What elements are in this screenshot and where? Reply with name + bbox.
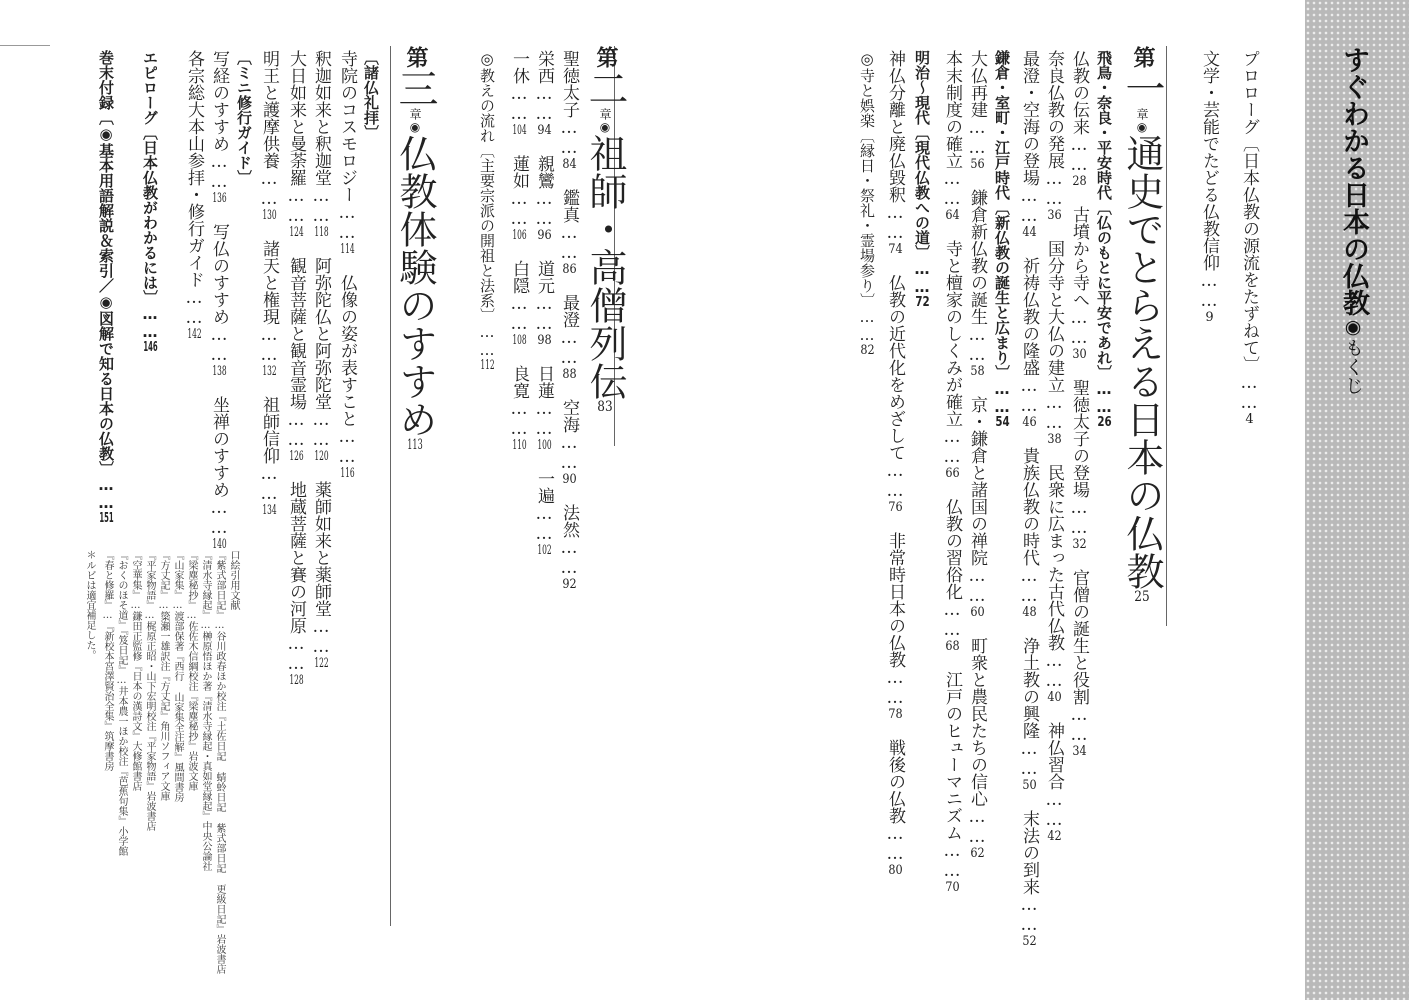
entry-text: 良寛……	[509, 365, 529, 439]
page-number: 58	[970, 365, 985, 378]
book-title	[1340, 46, 1367, 395]
toc-entry[interactable]	[534, 155, 554, 242]
entry-text: 祈祷仏教の隆盛……	[1019, 257, 1039, 416]
page-number: 80	[888, 864, 903, 877]
entry-text: 聖徳太子……	[559, 50, 579, 158]
toc-entry[interactable]	[967, 637, 987, 860]
toc-entry[interactable]	[509, 155, 529, 242]
page-number: 134	[262, 504, 277, 517]
toc-column	[535, 50, 552, 557]
page-number: 46	[1022, 416, 1037, 429]
entry-text: 地蔵菩薩と賽の河原……	[286, 481, 306, 674]
entry-text: 仏教の習俗化……	[942, 498, 962, 640]
toc-entry[interactable]	[1019, 50, 1039, 239]
entry-text: 国分寺と大仏の建立……	[1044, 240, 1064, 433]
toc-entry[interactable]	[1044, 50, 1064, 222]
credit-line: 『おくのほそ道』『笈日記』…井本農一ほか校注『芭蕉句集』小学館	[116, 550, 127, 856]
entry-text: 一休……	[509, 50, 529, 124]
chapter-title-text: 通史でとらえる日本の仏教	[1120, 134, 1164, 590]
toc-entry[interactable]	[337, 274, 357, 480]
entry-text: 栄西……	[534, 50, 554, 124]
toc-entry[interactable]	[286, 257, 306, 463]
toc-column	[478, 50, 495, 372]
entry-text: プロローグ〔日本仏教の源流をたずねて〕……	[1239, 50, 1259, 413]
page-number: 112	[480, 359, 495, 372]
toc-entry[interactable]	[509, 50, 529, 137]
chapter-mark: ◉	[1135, 120, 1149, 134]
chapter-label: 第	[403, 46, 428, 68]
chapter-suffix: 章	[1135, 108, 1149, 120]
chapter-2-title[interactable]	[582, 46, 628, 414]
credit-line: 『春と修羅』…『新校本宮澤賢治全集』筑摩書房	[102, 550, 113, 771]
entry-text: 大日如来と曼荼羅……	[286, 50, 306, 226]
page-number: 26	[1097, 416, 1112, 429]
entry-text: 聖徳太子の登場……	[1069, 379, 1089, 538]
toc-entry[interactable]	[559, 189, 579, 276]
page-number: 82	[860, 344, 875, 357]
toc-entry[interactable]	[311, 50, 331, 239]
toc-entry[interactable]	[1044, 240, 1064, 446]
entry-text: 空海……	[559, 399, 579, 473]
title-banner	[1305, 0, 1409, 1000]
page-number: 98	[537, 334, 552, 347]
chapter-mark: ◉	[598, 120, 612, 134]
toc-entry[interactable]	[534, 365, 554, 452]
page-number: 36	[1047, 209, 1062, 222]
page-number: 74	[888, 243, 903, 256]
chapter-rule	[390, 46, 391, 926]
page-number: 140	[212, 538, 227, 551]
toc-section-heading[interactable]	[913, 50, 931, 309]
entry-text: 戦後の仏教……	[885, 739, 905, 864]
toc-entry[interactable]	[534, 50, 554, 137]
page-number: 54	[995, 416, 1010, 429]
toc-entry[interactable]	[1044, 464, 1064, 704]
page-number: 78	[888, 708, 903, 721]
toc-entry[interactable]	[286, 50, 306, 239]
toc-entry[interactable]	[885, 532, 905, 721]
toc-column	[1045, 50, 1062, 843]
page-number: 130	[262, 209, 277, 222]
chapter-title-text: 祖師・高僧列伝	[583, 134, 627, 400]
credit-line: 『清水寺縁起』…榊原悟ほか著『清水寺縁起・真如堂縁起』中央公論社	[200, 550, 211, 871]
chapter-3-title[interactable]	[392, 46, 438, 452]
entry-text: 最澄……	[559, 294, 579, 368]
toc-entry[interactable]	[1019, 257, 1039, 429]
toc-entry-appendix[interactable]	[98, 50, 113, 525]
page-number: 126	[289, 450, 304, 463]
toc-entry[interactable]	[885, 50, 905, 256]
page-number: 32	[1072, 538, 1087, 551]
toc-entry[interactable]	[942, 498, 962, 653]
page-number: 138	[212, 365, 227, 378]
page-number: 70	[945, 881, 960, 894]
toc-column	[235, 50, 252, 185]
toc-entry[interactable]	[311, 481, 331, 670]
toc-entry[interactable]	[509, 260, 529, 347]
page-number: 116	[340, 467, 355, 480]
chapter-mark: ◉	[408, 120, 422, 134]
chapter-suffix: 章	[598, 108, 612, 120]
toc-column	[886, 50, 903, 877]
toc-entry[interactable]	[209, 396, 229, 551]
toc-column	[510, 50, 527, 452]
entry-text: 写経のすすめ……	[209, 50, 229, 192]
chapter-rule	[1166, 46, 1167, 626]
credit-line: 『空華集』…鎌田正監修『日本の漢詩文』大修館書店	[130, 550, 141, 791]
entry-text: 各宗総大本山参拝・修行ガイド……	[184, 50, 204, 328]
toc-entry[interactable]	[1044, 722, 1064, 843]
chapter-number: 三	[392, 68, 438, 108]
toc-entry[interactable]	[534, 260, 554, 347]
page-number: 102	[537, 544, 552, 557]
page-number: 113	[407, 438, 423, 452]
toc-special-section[interactable]	[478, 50, 496, 372]
toc-column	[858, 50, 875, 357]
toc-entry[interactable]	[311, 257, 331, 463]
toc-column	[560, 50, 577, 591]
entry-text: 寺と檀家のしくみが確立……	[942, 240, 962, 467]
chapter-label: 第	[593, 46, 618, 68]
toc-entry[interactable]	[259, 240, 279, 378]
entry-text: 釈迦如来と釈迦堂……	[311, 50, 331, 226]
entry-text: 鑑真……	[559, 189, 579, 263]
chapter-number: 二	[582, 68, 628, 108]
toc-entry[interactable]	[559, 399, 579, 486]
entry-text: 鎌倉新仏教の誕生……	[967, 189, 987, 365]
toc-special-section[interactable]	[858, 50, 876, 357]
entry-text: 祖師信仰……	[259, 396, 279, 504]
toc-entry[interactable]	[967, 50, 987, 171]
toc-entry[interactable]	[1069, 379, 1089, 551]
toc-entry[interactable]	[559, 504, 579, 591]
toc-section-heading[interactable]	[362, 50, 380, 140]
entry-text: 仏教の伝来……	[1069, 50, 1089, 175]
toc-entry-epilogue[interactable]	[142, 50, 157, 354]
toc-column	[1020, 50, 1037, 948]
toc-entry[interactable]	[286, 481, 306, 687]
toc-entry[interactable]	[967, 396, 987, 619]
toc-entry[interactable]	[337, 50, 357, 256]
chapter-title-text: 仏教体験のすすめ	[393, 134, 437, 438]
page-number: 104	[512, 124, 527, 137]
toc-column	[185, 50, 202, 341]
entry-text: 阿弥陀仏と阿弥陀堂……	[311, 257, 331, 450]
entry-text: 巻末付録〔◉基本用語解説＆索引／◉図解で知る日本の仏教〕……	[97, 50, 115, 512]
toc-column	[1095, 50, 1112, 429]
page-number: 120	[314, 450, 329, 463]
entry-text: 仏教の近代化をめざして……	[885, 274, 905, 501]
toc-entry[interactable]	[1069, 50, 1089, 188]
credit-line: 『梁塵秘抄』…佐佐木信綱校注『梁塵秘抄』岩波文庫	[186, 550, 197, 791]
toc-entry[interactable]	[942, 240, 962, 480]
page-number: 72	[915, 296, 930, 309]
credit-line: 口絵引用文献	[228, 550, 239, 610]
entry-text: ◎寺と娯楽〔縁日・祭礼・霊場参り〕……	[858, 50, 876, 344]
entry-text: 大仏再建……	[967, 50, 987, 158]
credit-line: 『方丈記』…簗瀬一雄訳注『方丈記』角川ソフィア文庫	[158, 550, 169, 801]
toc-column	[312, 50, 329, 670]
page-number: 122	[314, 657, 329, 670]
toc-entry-literature[interactable]	[1200, 50, 1217, 324]
toc-entry[interactable]	[559, 50, 579, 171]
toc-entry[interactable]	[1069, 206, 1089, 361]
toc-column	[210, 50, 227, 551]
page-number: 90	[562, 473, 577, 486]
toc-entry[interactable]	[885, 739, 905, 877]
chapter-label: 第	[1130, 46, 1155, 68]
entry-text: 最澄・空海の登場……	[1019, 50, 1039, 226]
top-left-rule	[0, 45, 50, 46]
entry-text: 官僧の誕生と役割……	[1069, 569, 1089, 745]
entry-text: 鎌倉・室町・江戸時代〔新仏教の誕生と広まり〕……	[993, 50, 1011, 416]
entry-text: 浄土教の興隆……	[1019, 637, 1039, 779]
credit-line: 『平家物語』…梶原正昭・山下宏明校注『平家物語』岩波書店	[144, 550, 155, 831]
credit-line: 『紫式部日記』…谷川政春ほか校注『土佐日記 蜻蛉日記 紫式部日記 更級日記』岩波書店	[214, 550, 225, 974]
toc-entry[interactable]	[209, 223, 229, 378]
page-number: 38	[1047, 433, 1062, 446]
entry-text: 親鸞……	[534, 155, 554, 229]
page-number: 142	[187, 328, 202, 341]
page-number: 110	[512, 439, 527, 452]
entry-text: 蓮如……	[509, 155, 529, 229]
page-number: 76	[888, 501, 903, 514]
entry-text: 薬師如来と薬師堂……	[311, 481, 331, 657]
page-number: 86	[562, 263, 577, 276]
entry-text: 京・鎌倉と諸国の禅院……	[967, 396, 987, 606]
book-subtitle: ◉もくじ	[1342, 316, 1364, 395]
page-number: 124	[289, 226, 304, 239]
entry-text: 奈良仏教の発展……	[1044, 50, 1064, 209]
entry-text: 神仏分離と廃仏毀釈……	[885, 50, 905, 243]
entry-text: 寺院のコスモロジー……	[337, 50, 357, 243]
credit-line: 『山家集』…渡部保著『西行 山家集全注解』風間書房	[172, 550, 183, 802]
toc-entry[interactable]	[967, 189, 987, 378]
page-number: 96	[537, 229, 552, 242]
toc-entry[interactable]	[559, 294, 579, 381]
entry-text: 町衆と農民たちの信心……	[967, 637, 987, 847]
page-number: 151	[99, 512, 114, 525]
chapter-1-title[interactable]	[1119, 46, 1165, 604]
page-number: 136	[212, 192, 227, 205]
toc-entry[interactable]	[259, 50, 279, 222]
toc-entry[interactable]	[942, 671, 962, 894]
entry-text: 写仏のすすめ……	[209, 223, 229, 365]
entry-text: 一遍……	[534, 470, 554, 544]
toc-entry[interactable]	[885, 274, 905, 514]
entry-text: 本末制度の確立……	[942, 50, 962, 209]
entry-text: 坐禅のすすめ……	[209, 396, 229, 538]
toc-column	[943, 50, 960, 894]
entry-text: 仏像の姿が表すこと……	[337, 274, 357, 467]
book-title-text: すぐわかる日本の仏教	[1338, 46, 1369, 316]
toc-column	[287, 50, 304, 687]
entry-text: 白隠……	[509, 260, 529, 334]
page-number: 94	[537, 124, 552, 137]
page-number: 4	[1245, 413, 1254, 426]
page-number: 118	[314, 226, 329, 239]
entry-text: 民衆に広まった古代仏教……	[1044, 464, 1064, 691]
toc-section-heading[interactable]	[235, 50, 253, 185]
toc-column	[1070, 50, 1087, 758]
toc-column	[338, 50, 355, 480]
entry-text: 飛鳥・奈良・平安時代〔仏のもとに平安であれ〕……	[1095, 50, 1113, 416]
page-number: 34	[1072, 745, 1087, 758]
entry-text: 日蓮……	[534, 365, 554, 439]
entry-text: 神仏習合……	[1044, 722, 1064, 830]
page-number: 30	[1072, 348, 1087, 361]
toc-column	[968, 50, 985, 860]
entry-text: 明治～現代〔現代仏教への道〕……	[913, 50, 931, 296]
entry-text: 〔ミニ修行ガイド〕	[235, 50, 253, 185]
toc-column	[993, 50, 1010, 429]
page-number: 28	[1072, 175, 1087, 188]
page-number: 92	[562, 578, 577, 591]
entry-text: 貴族仏教の時代……	[1019, 447, 1039, 606]
entry-text: 末法の到来……	[1019, 810, 1039, 935]
toc-column	[260, 50, 277, 517]
entry-text: 法然……	[559, 504, 579, 578]
entry-text: ◎教えの流れ〔主要宗派の開祖と法系〕……	[478, 50, 496, 359]
toc-entry[interactable]	[1019, 637, 1039, 792]
entry-text: 非常時日本の仏教……	[885, 532, 905, 708]
toc-column	[913, 50, 930, 309]
page-number: 40	[1047, 691, 1062, 704]
credit-line: ＊ルビは適宜補足した。	[84, 550, 95, 660]
page-number: 48	[1022, 606, 1037, 619]
page-number: 106	[512, 229, 527, 242]
page-number: 66	[945, 467, 960, 480]
page-number: 52	[1022, 935, 1037, 948]
page-number: 44	[1022, 226, 1037, 239]
chapter-number: 一	[1119, 68, 1165, 108]
entry-text: 江戸のヒューマニズム……	[942, 671, 962, 881]
toc-section-heading[interactable]	[993, 50, 1011, 429]
page-number: 50	[1022, 779, 1037, 792]
entry-text: 諸天と権現……	[259, 240, 279, 365]
page-number: 56	[970, 158, 985, 171]
page-number: 25	[1134, 590, 1150, 604]
page-number: 132	[262, 365, 277, 378]
toc-column	[362, 50, 379, 140]
toc-entry[interactable]	[209, 50, 229, 205]
page-number: 42	[1047, 830, 1062, 843]
page-number: 128	[289, 674, 304, 687]
entry-text: 観音菩薩と観音霊場……	[286, 257, 306, 450]
toc-entry[interactable]	[1069, 569, 1089, 758]
page-number: 9	[1205, 311, 1214, 324]
page-number: 100	[537, 439, 552, 452]
page-number: 114	[340, 243, 355, 256]
page-number: 88	[562, 368, 577, 381]
page-number: 68	[945, 640, 960, 653]
entry-text: 〔諸仏礼拝〕	[362, 50, 380, 140]
toc-entry-prologue[interactable]	[1240, 50, 1257, 426]
page-number: 84	[562, 158, 577, 171]
entry-text: 道元……	[534, 260, 554, 334]
page-number: 108	[512, 334, 527, 347]
page-number: 64	[945, 209, 960, 222]
page-number: 62	[970, 847, 985, 860]
chapter-suffix: 章	[408, 108, 422, 120]
toc-section-heading[interactable]	[1095, 50, 1113, 429]
toc-entry[interactable]	[534, 470, 554, 557]
page-number: 146	[143, 341, 158, 354]
page-number: 83	[597, 400, 613, 414]
toc-entry[interactable]	[509, 365, 529, 452]
entry-text: 明王と護摩供養……	[259, 50, 279, 209]
page-number: 60	[970, 606, 985, 619]
toc-entry[interactable]	[942, 50, 962, 222]
toc-entry[interactable]	[259, 396, 279, 517]
toc-entry[interactable]	[1019, 810, 1039, 948]
toc-entry[interactable]	[184, 50, 204, 341]
toc-entry[interactable]	[1019, 447, 1039, 619]
entry-text: 文学・芸能でたどる仏教信仰……	[1199, 50, 1219, 311]
entry-text: 古墳から寺へ……	[1069, 206, 1089, 348]
entry-text: エピローグ〔日本仏教がわかるには〕……	[141, 50, 159, 341]
